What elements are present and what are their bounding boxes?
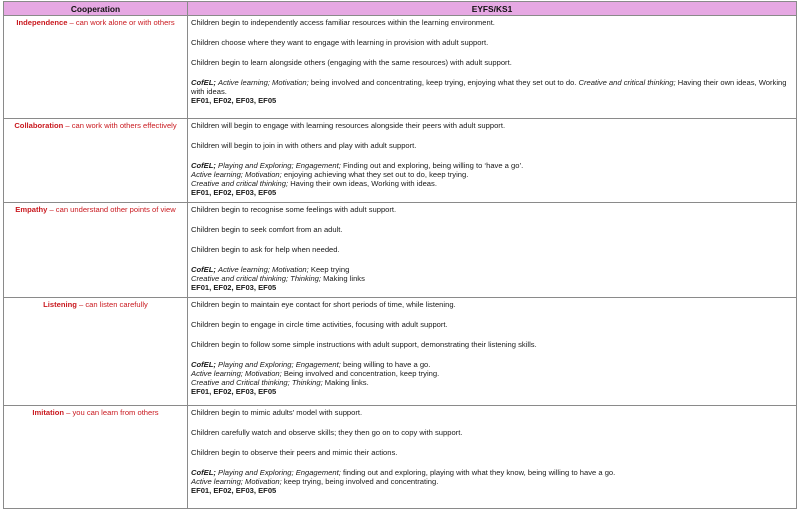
category-description: – you can learn from others: [64, 408, 159, 417]
cofel-line: [191, 360, 796, 369]
cofel-label: CofEL;: [191, 360, 216, 369]
cofel-segment: keep trying, being involved and concentrating.: [281, 477, 439, 486]
table-row: [4, 16, 797, 119]
header-cooperation: Cooperation: [4, 2, 188, 16]
statement-text: Children begin to independently access familiar resources within the learning environment.: [191, 18, 495, 27]
cofel-segment: Active learning; Motivation;: [191, 477, 282, 486]
cofel-label: CofEL;: [191, 468, 216, 477]
statement-text: Children begin to follow some simple instructions with adult support, demonstrating their listening skills.: [191, 340, 537, 349]
table-row: [4, 119, 797, 203]
eyfs-content-cell: [188, 298, 797, 406]
ef-codes: EF01, EF02, EF03, EF05: [191, 387, 277, 396]
category-description: – can work alone or with others: [67, 18, 175, 27]
table-header-row: [4, 2, 797, 16]
ef-codes: EF01, EF02, EF03, EF05: [191, 486, 277, 495]
category-title: Imitation: [32, 408, 65, 417]
cofel-segment: Making links.: [322, 378, 369, 387]
category-title: Independence: [16, 18, 68, 27]
cofel-segment: Playing and Exploring; Engagement;: [218, 468, 341, 477]
category-title: Listening: [43, 300, 77, 309]
cofel-line: [191, 477, 796, 486]
cofel-segment: Creative and critical thinking;: [578, 78, 676, 87]
cofel-segment: enjoying achieving what they set out to do, keep trying.: [281, 170, 469, 179]
statement-text: Children begin to observe their peers and mimic their actions.: [191, 448, 398, 457]
cofel-segment: being willing to have a go.: [340, 360, 431, 369]
cofel-segment: finding out and exploring, playing with what they know, being willing to have a go.: [340, 468, 616, 477]
category-cell: [4, 119, 188, 203]
statement-text: Children begin to ask for help when needed.: [191, 245, 340, 254]
category-title: Collaboration: [14, 121, 64, 130]
table-row: [4, 406, 797, 509]
cofel-line: [191, 161, 796, 170]
statement-text: Children begin to engage in circle time activities, focusing with adult support.: [191, 320, 448, 329]
statement-text: Children begin to seek comfort from an adult.: [191, 225, 343, 234]
cofel-segment: being involved and concentrating, keep trying, enjoying what they set out to do.: [308, 78, 579, 87]
header-eyfs-ks1: EYFS/KS1: [188, 2, 797, 16]
ef-codes: EF01, EF02, EF03, EF05: [191, 96, 277, 105]
cofel-line: [191, 468, 796, 477]
cofel-segment: Having their own ideas, Working with ideas.: [191, 78, 787, 96]
statement-text: Children begin to maintain eye contact for short periods of time, while listening.: [191, 300, 456, 309]
eyfs-content-cell: [188, 203, 797, 298]
statement-text: Children will begin to engage with learning resources alongside their peers with adult support.: [191, 121, 506, 130]
cofel-segment: Playing and Exploring; Engagement;: [218, 161, 341, 170]
cofel-segment: Creative and critical thinking; Thinking;: [191, 274, 321, 283]
cofel-line: [191, 170, 796, 179]
cofel-segment: Playing and Exploring; Engagement;: [218, 360, 341, 369]
category-description: – can listen carefully: [76, 300, 148, 309]
statement-text: Children begin to mimic adults' model with support.: [191, 408, 363, 417]
cofel-segment: Being involved and concentration, keep trying.: [281, 369, 440, 378]
cofel-segment: Keep trying: [308, 265, 350, 274]
table-row: [4, 298, 797, 406]
table-row: [4, 203, 797, 298]
cofel-label: CofEL;: [191, 78, 216, 87]
cofel-line: [191, 369, 796, 378]
cofel-segment: Having their own ideas, Working with ideas.: [288, 179, 437, 188]
cofel-segment: Making links: [321, 274, 365, 283]
cofel-line: [191, 378, 796, 387]
statement-text: Children will begin to join in with others and play with adult support.: [191, 141, 417, 150]
cofel-label: CofEL;: [191, 161, 216, 170]
cofel-line: [191, 78, 796, 96]
cofel-line: [191, 179, 796, 188]
statement-text: Children carefully watch and observe skills; they then go on to copy with support.: [191, 428, 463, 437]
eyfs-content-cell: [188, 16, 797, 119]
cofel-segment: Finding out and exploring, being willing to ‘have a go’.: [340, 161, 524, 170]
category-description: – can work with others effectively: [63, 121, 177, 130]
category-description: – can understand other points of view: [47, 205, 176, 214]
category-title: Empathy: [15, 205, 48, 214]
statement-text: Children begin to recognise some feelings with adult support.: [191, 205, 397, 214]
category-cell: [4, 406, 188, 509]
eyfs-content-cell: [188, 406, 797, 509]
category-cell: [4, 298, 188, 406]
category-cell: [4, 203, 188, 298]
eyfs-content-cell: [188, 119, 797, 203]
ef-codes: EF01, EF02, EF03, EF05: [191, 283, 277, 292]
cofel-segment: Active learning; Motivation;: [218, 265, 309, 274]
statement-text: Children choose where they want to engage with learning in provision with adult support.: [191, 38, 489, 47]
cofel-line: [191, 265, 796, 274]
cofel-segment: Creative and critical thinking;: [191, 179, 289, 188]
ef-codes: EF01, EF02, EF03, EF05: [191, 188, 277, 197]
statement-text: Children begin to learn alongside others (engaging with the same resources) with adult support.: [191, 58, 512, 67]
cofel-segment: Active learning; Motivation;: [191, 170, 282, 179]
cofel-segment: Active learning; Motivation;: [218, 78, 309, 87]
cofel-segment: Active learning; Motivation;: [191, 369, 282, 378]
cofel-label: CofEL;: [191, 265, 216, 274]
category-cell: [4, 16, 188, 119]
cooperation-table: [3, 1, 797, 509]
cofel-line: [191, 274, 796, 283]
cofel-segment: Creative and Critical thinking; Thinking;: [191, 378, 323, 387]
